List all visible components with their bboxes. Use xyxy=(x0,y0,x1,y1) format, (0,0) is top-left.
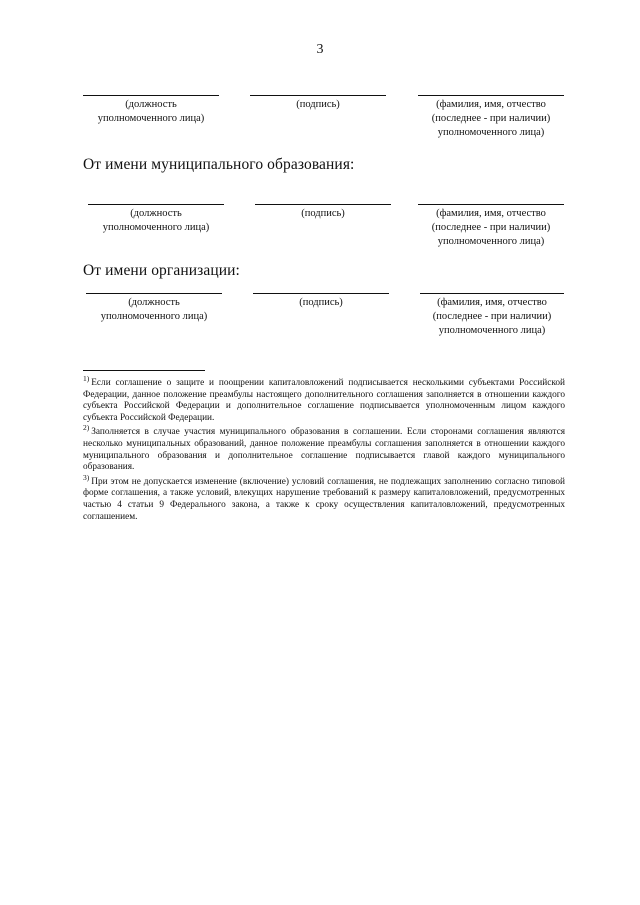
name-label: (фамилия, имя, отчество (последнее - при наличии) уполномоченного лица) xyxy=(431,208,551,247)
footnote-mark: 1) xyxy=(83,373,90,383)
footnote-text: Заполняется в случае участия муниципального образования в соглашении. Если сторонами соглашения являются несколько муниципальных образований, данное положение преамбулы соглашения заполняется в отношении каждого муниципального образования и дополнительное соглашение подписывается главой каждого муниципального образования. xyxy=(83,427,565,473)
name-field xyxy=(420,293,564,338)
position-label: (должность уполномоченного лица) xyxy=(97,99,205,124)
footnote-text: При этом не допускается изменение (включение) условий соглашения, не подлежащих заполнению согласно типовой форме соглашения, а также условий, влекущих нарушение требований к размеру капиталовложений, предусмотренных частью 4 статьи 9 Федерального закона, а также к сроку осуществления капиталовложений, предусмотренных соглашением. xyxy=(83,476,565,522)
name-label: (фамилия, имя, отчество (последнее - при наличии) уполномоченного лица) xyxy=(432,297,552,336)
section-title-municipal: От имени муниципального образования: xyxy=(83,156,355,173)
footnote-separator xyxy=(83,370,205,371)
signature-field xyxy=(253,293,389,310)
footnote-3 xyxy=(83,472,565,523)
position-field xyxy=(86,293,222,324)
footnote-mark: 2) xyxy=(83,423,90,433)
position-label: (должность уполномоченного лица) xyxy=(100,297,208,322)
signature-field xyxy=(255,204,391,221)
name-label: (фамилия, имя, отчество (последнее - при наличии) уполномоченного лица) xyxy=(431,99,551,138)
name-field xyxy=(418,95,564,140)
page-number: 3 xyxy=(316,42,324,57)
position-label: (должность уполномоченного лица) xyxy=(102,208,210,233)
signature-block-2 xyxy=(0,204,640,294)
footnotes xyxy=(83,373,565,526)
signature-label: (подпись) xyxy=(296,99,340,110)
signature-field xyxy=(250,95,386,112)
position-field xyxy=(83,95,219,126)
footnote-text: Если соглашение о защите и поощрении капиталовложений подписывается несколькими субъектами Российской Федерации, данное положение преамбулы настоящего дополнительного соглашения заполняется в отношении каждого субъекта Российской Федерации и дополнительное соглашение подписывается уполномоченным лицом каждого субъекта Российской Федерации. xyxy=(83,378,565,423)
section-title-organization: От имени организации: xyxy=(83,262,240,279)
position-field xyxy=(88,204,224,235)
name-field xyxy=(418,204,564,249)
signature-label: (подпись) xyxy=(299,297,343,308)
footnote-1 xyxy=(83,373,565,424)
footnote-mark: 3) xyxy=(83,472,90,482)
signature-label: (подпись) xyxy=(301,208,345,219)
footnote-2 xyxy=(83,423,565,473)
